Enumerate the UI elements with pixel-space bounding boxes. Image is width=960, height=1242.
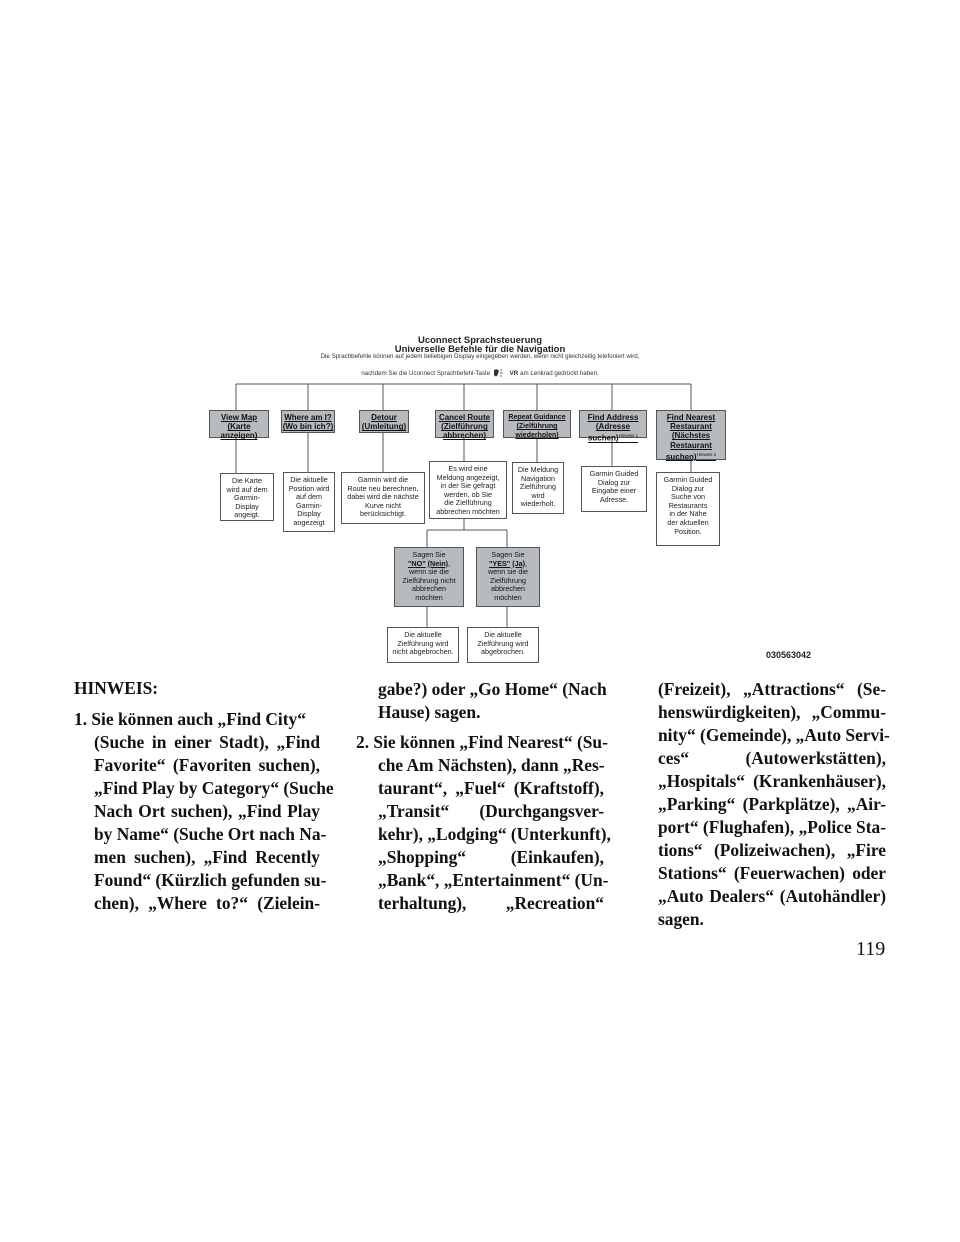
col3-line: nity“ (Gemeinde), „Auto Servi- — [658, 725, 890, 745]
col3-line: sagen. — [658, 909, 704, 929]
command-find-nearest-restaurant: Find Nearest Restaurant (Nächstes Restaurant suchen)$^{Hinweis 2}$ — [656, 410, 726, 460]
result-cancelled: Die aktuelle Zielführung wird abgebrochen. — [467, 627, 539, 663]
description-find-nearest-restaurant: Garmin Guided Dialog zur Suche von Restaurants in der Nähe der aktuellen Position. — [656, 472, 720, 546]
col2-line: che Am Nächsten), dann „Res- — [378, 755, 605, 775]
diagram-note-line1: Die Sprachbefehle können auf jedem beliebigen Display eingegeben werden, wenn nicht gleichzeitig telefoniert wird, — [320, 353, 640, 360]
col3-line: port“ (Flughafen), „Police Sta- — [658, 817, 886, 837]
col2-line: 2. Sie können „Find Nearest“ (Su- — [356, 732, 608, 752]
figure-code: 030563042 — [766, 650, 812, 660]
col3-line: henswürdigkeiten), „Commu- — [658, 702, 886, 722]
col1-line: Found“ (Kürzlich gefunden su- — [94, 870, 327, 890]
col1-line: (Suche in einer Stadt), „Find — [94, 732, 320, 752]
col3-line: Stations“ (Feuerwachen) oder — [658, 863, 886, 883]
col2-line: „Bank“, „Entertainment“ (Un- — [378, 870, 609, 890]
command-where-am-i: Where am I? (Wo bin ich?) — [281, 410, 335, 433]
diagram-note-line2: nachdem Sie die Uconnect Sprachbefehl-Taste VR am Lenkrad gedrückt haben. — [240, 368, 720, 379]
description-where-am-i: Die aktuelle Position wird auf dem Garmin- Display angezeigt — [283, 472, 335, 532]
command-find-address: Find Address (Adresse suchen)$^{Hinweis 1}$ — [579, 410, 647, 438]
col3-line: „Auto Dealers“ (Autohändler) — [658, 886, 886, 906]
col1-line: Nach Ort suchen), „Find Play — [94, 801, 320, 821]
page-number: 119 — [856, 938, 886, 960]
col3-line: (Freizeit), „Attractions“ (Se- — [658, 679, 886, 699]
description-find-address: Garmin Guided Dialog zur Eingabe einer Adresse. — [581, 466, 647, 512]
col2-line: „Transit“ (Durchgangsver- — [378, 801, 604, 821]
col1-line: men suchen), „Find Recently — [94, 847, 320, 867]
col3-line: „Hospitals“ (Krankenhäuser), — [658, 771, 886, 791]
col2-line: „Shopping“ (Einkaufen), — [378, 847, 604, 867]
col1-line: chen), „Where to?“ (Zielein- — [94, 893, 320, 913]
say-no-box: Sagen Sie "NO" (Nein), wenn sie die Zielführung nicht abbrechen möchten — [394, 547, 464, 607]
col1-line: Favorite“ (Favoriten suchen), — [94, 755, 320, 775]
result-not-cancelled: Die aktuelle Zielführung wird nicht abgebrochen. — [387, 627, 459, 663]
col2-line: gabe?) oder „Go Home“ (Nach — [378, 679, 607, 699]
col3-line: ces“ (Autowerkstätten), — [658, 748, 886, 768]
col3-line: „Parking“ (Parkplätze), „Air- — [658, 794, 886, 814]
note-heading: HINWEIS: — [74, 678, 159, 698]
command-view-map: View Map (Karte anzeigen) — [209, 410, 269, 438]
command-repeat-guidance: Repeat Guidance (Zielführung wiederholen) — [503, 410, 571, 438]
col2-line: Hause) sagen. — [378, 702, 481, 722]
col2-line: taurant“, „Fuel“ (Kraftstoff), — [378, 778, 604, 798]
description-repeat-guidance: Die Meldung Navigation Zielführung wird wiederholt. — [512, 462, 564, 514]
col1-line: by Name“ (Suche Ort nach Na- — [94, 824, 327, 844]
col3-line: tions“ (Polizeiwachen), „Fire — [658, 840, 886, 860]
diagram-subtitle: Universelle Befehle für die Navigation — [394, 344, 566, 355]
description-detour: Garmin wird die Route neu berechnen, dabei wird die nächste Kurve nicht berücksichtigt. — [341, 472, 425, 524]
col2-line: kehr), „Lodging“ (Unterkunft), — [378, 824, 611, 844]
say-yes-box: Sagen Sie "YES" (Ja), wenn sie die Zielführung abbrechen möchten — [476, 547, 540, 607]
diagram-title: Uconnect Sprachsteuerung — [417, 335, 543, 346]
col2-line: terhaltung), „Recreation“ — [378, 893, 604, 913]
voice-button-icon — [492, 368, 508, 379]
description-view-map: Die Karte wird auf dem Garmin- Display angeigt. — [220, 473, 274, 521]
description-cancel-route: Es wird eine Meldung angezeigt, in der Sie gefragt werden, ob Sie die Zielführung abbrechen möchten — [429, 461, 507, 519]
command-detour: Detour (Umleitung) — [359, 410, 409, 433]
command-cancel-route: Cancel Route (Zielführung abbrechen) — [435, 410, 494, 438]
col1-line: 1. Sie können auch „Find City“ — [74, 709, 306, 729]
col1-line: „Find Play by Category“ (Suche — [94, 778, 334, 798]
